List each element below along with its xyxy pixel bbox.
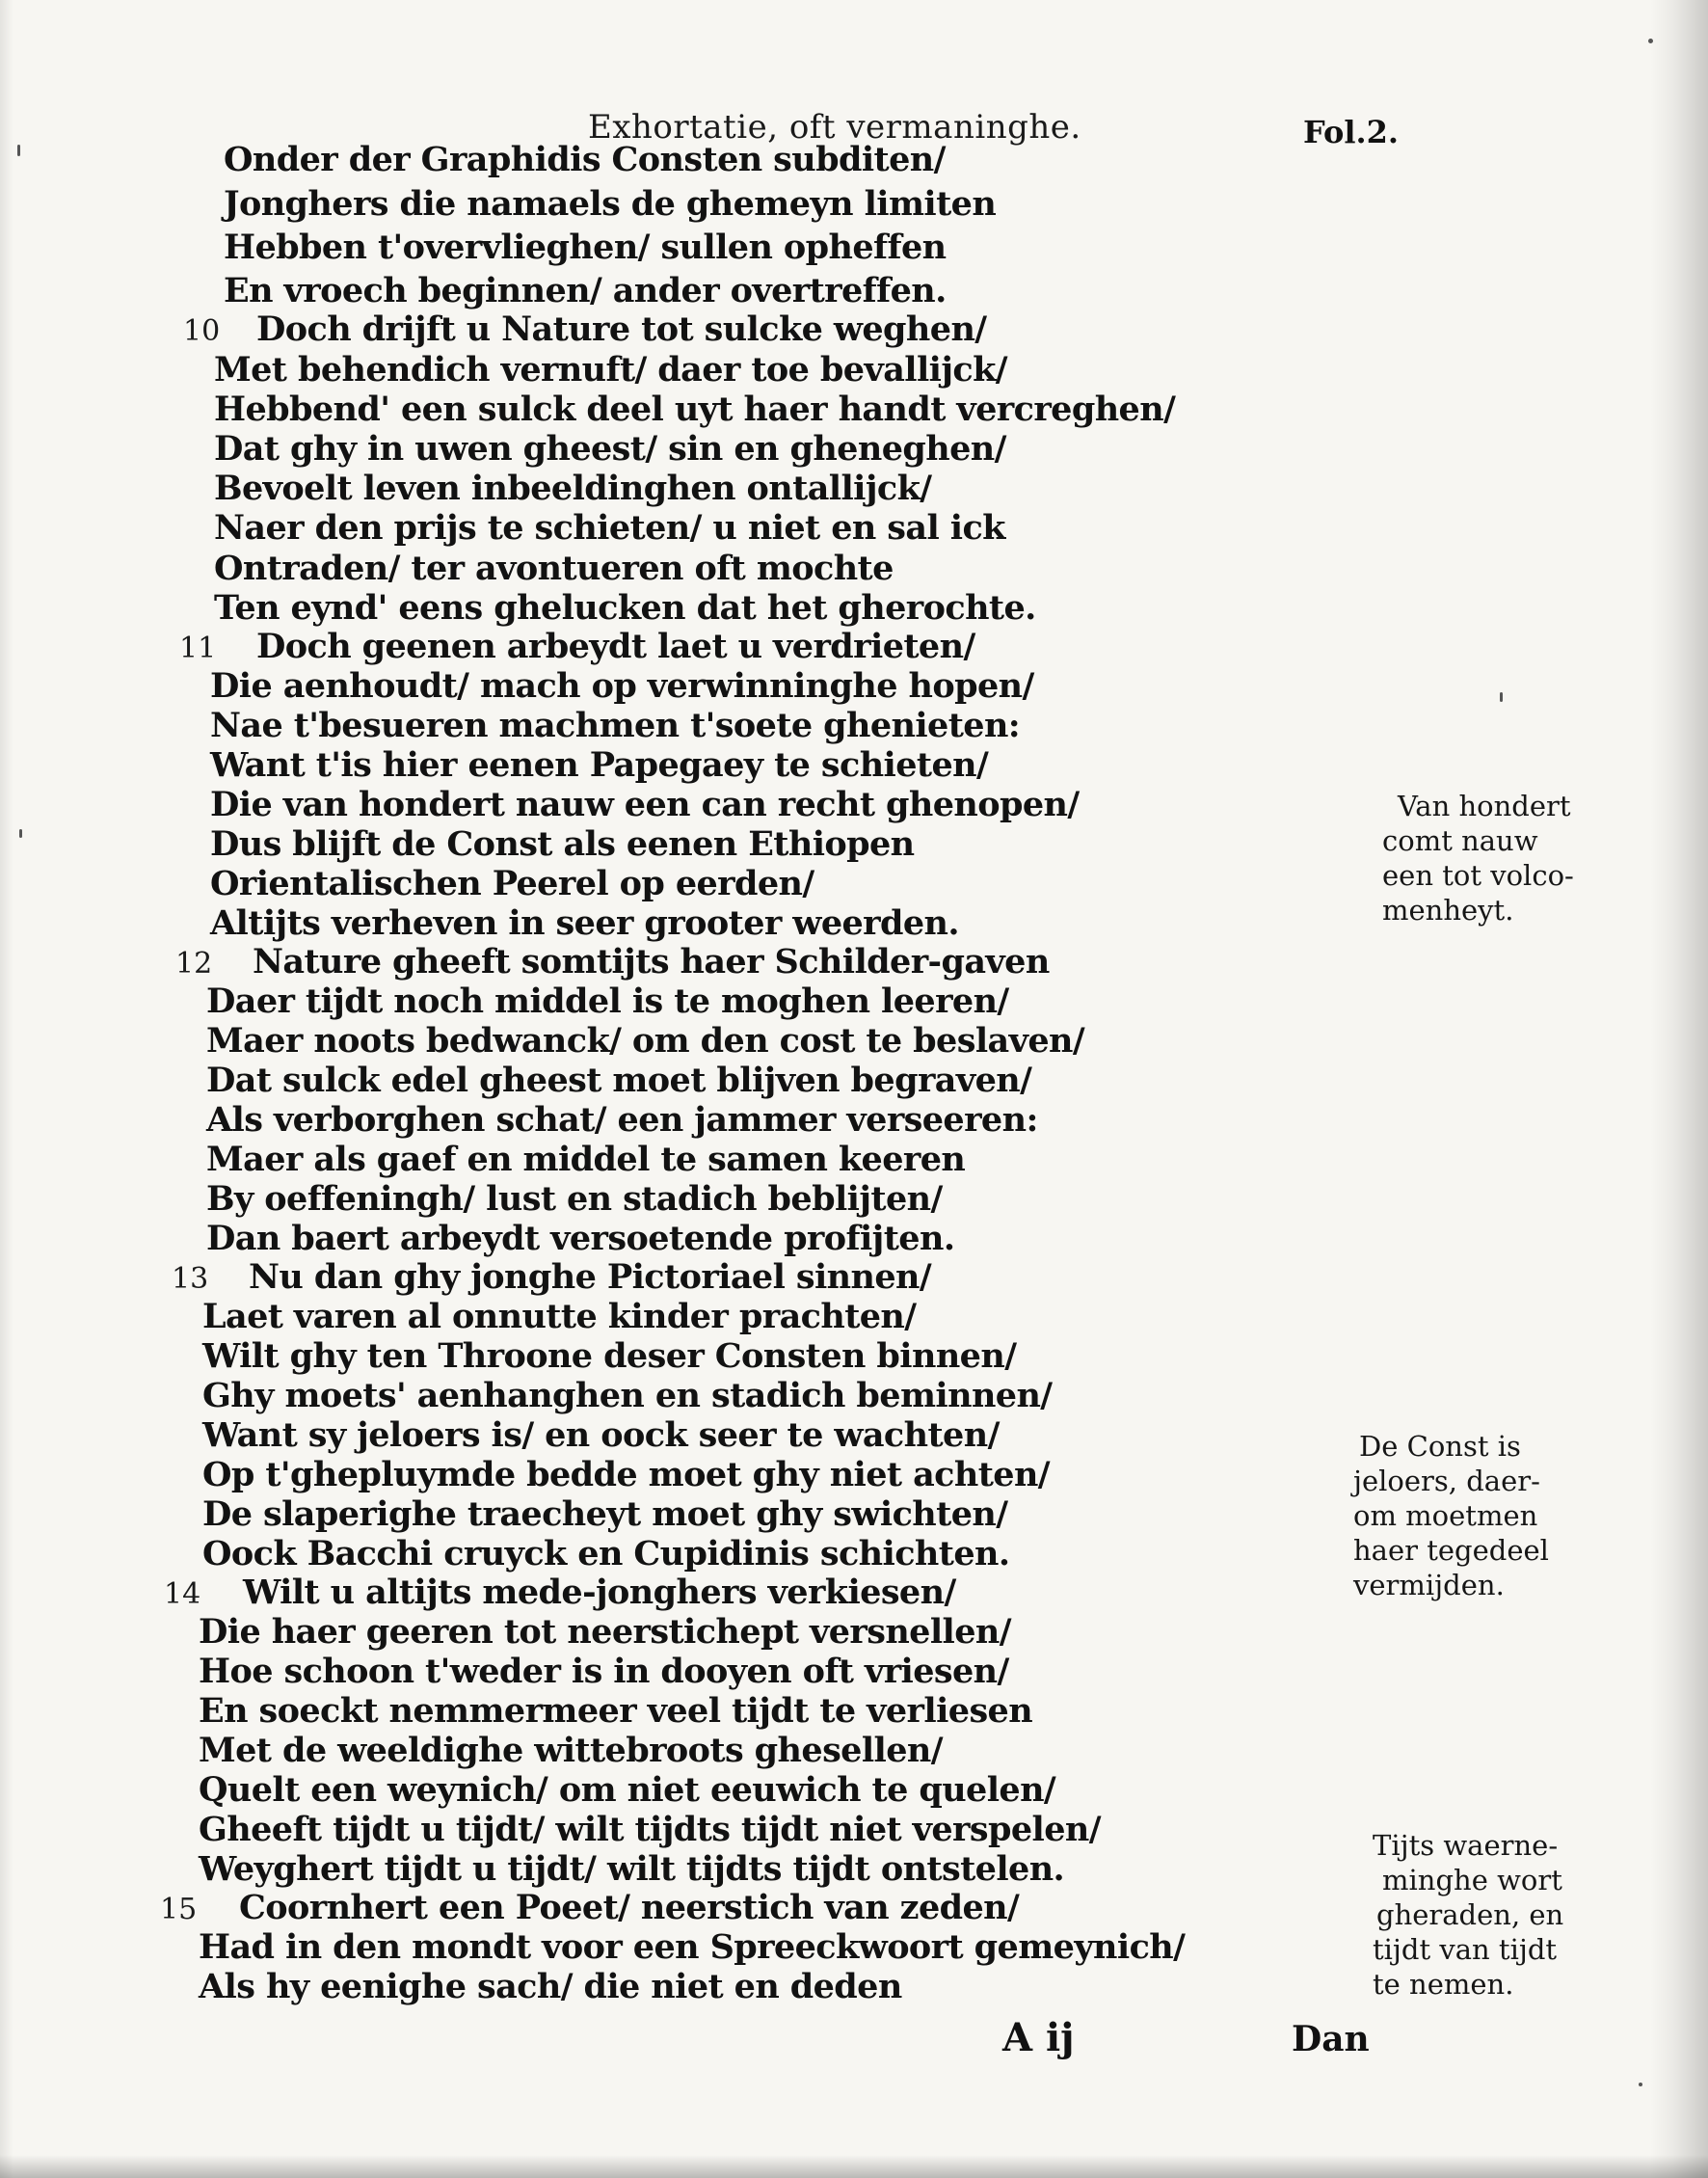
- verse-line: Want t'is hier eenen Papegaey te schieten/: [210, 745, 989, 785]
- verse-line: Laet varen al onnutte kinder prachten/: [202, 1297, 917, 1336]
- page-shadow-right: [1650, 0, 1708, 2178]
- verse-line: Dat ghy in uwen gheest/ sin en gheneghen/: [214, 429, 1006, 469]
- verse-line: Ontraden/ ter avontueren oft mochte: [214, 549, 894, 588]
- verse-line: Wilt u altijts mede-jonghers verkiesen/: [243, 1573, 956, 1612]
- verse-line: Want sy jeloers is/ en oock seer te wachten/: [202, 1415, 1000, 1455]
- verse-line: Nature gheeft somtijts haer Schilder-gaven: [253, 942, 1050, 981]
- marginal-note-line: vermijden.: [1353, 1569, 1505, 1601]
- marginal-note: [1353, 1429, 1549, 1602]
- marginal-note-line: De Const is: [1359, 1430, 1521, 1463]
- page-shadow-bottom: [0, 2155, 1708, 2178]
- verse-line: Bevoelt leven inbeeldinghen ontallijck/: [214, 469, 932, 508]
- verse-line: Doch drijft u Nature tot sulcke weghen/: [256, 309, 987, 349]
- folio-number: Fol.2.: [1303, 114, 1400, 150]
- verse-line: Nae t'besueren machmen t'soete ghenieten:: [210, 706, 1021, 745]
- verse-line: Altijts verheven in seer grooter weerden.: [210, 903, 959, 943]
- verse-line: Quelt een weynich/ om niet eeuwich te quelen/: [199, 1770, 1056, 1810]
- marginal-note-line: tijdt van tijdt: [1373, 1933, 1558, 1966]
- stanza-number: 10: [183, 314, 221, 348]
- verse-line: Coornhert een Poeet/ neerstich van zeden/: [239, 1888, 1020, 1927]
- verse-line: Hebbend' een sulck deel uyt haer handt vercreghen/: [214, 390, 1176, 429]
- page-shadow-left: [0, 0, 13, 2178]
- verse-line: Ghy moets' aenhanghen en stadich beminnen/: [202, 1376, 1053, 1415]
- marginal-note-line: gheraden, en: [1376, 1898, 1564, 1931]
- verse-line: Maer als gaef en middel te samen keeren: [206, 1140, 966, 1179]
- verse-line: Ten eynd' eens ghelucken dat het gherochte.: [214, 588, 1036, 628]
- verse-line: Met behendich vernuft/ daer toe bevallijck/: [214, 350, 1007, 390]
- verse-line: Orientalischen Peerel op eerden/: [210, 864, 814, 903]
- verse-line: Die aenhoudt/ mach op verwinninghe hopen/: [210, 666, 1034, 706]
- verse-line: Hoe schoon t'weder is in dooyen oft vriesen/: [199, 1652, 1009, 1691]
- marginal-note-line: jeloers, daer-: [1353, 1465, 1540, 1497]
- marginal-note-line: menheyt.: [1382, 894, 1514, 927]
- ink-speck: [1500, 692, 1503, 702]
- marginal-note-line: Van hondert: [1398, 790, 1571, 822]
- marginal-note-line: om moetmen: [1353, 1499, 1538, 1532]
- verse-line: Weyghert tijdt u tijdt/ wilt tijdts tijdt ontstelen.: [199, 1849, 1065, 1889]
- verse-line: Maer noots bedwanck/ om den cost te beslaven/: [206, 1021, 1085, 1061]
- verse-line: Op t'ghepluymde bedde moet ghy niet achten/: [202, 1455, 1050, 1494]
- verse-line: Dat sulck edel gheest moet blijven begraven/: [206, 1061, 1032, 1100]
- stanza-number: 11: [179, 632, 217, 665]
- ink-speck: [19, 829, 22, 838]
- verse-line: Die haer geeren tot neerstichept versnellen/: [199, 1612, 1011, 1652]
- verse-line: Onder der Graphidis Consten subditen/: [224, 140, 946, 179]
- verse-line: Oock Bacchi cruyck en Cupidinis schichten.: [202, 1534, 1010, 1573]
- verse-line: Hebben t'overvlieghen/ sullen opheffen: [224, 228, 947, 267]
- marginal-note-line: een tot volco-: [1382, 859, 1574, 892]
- verse-line: By oeffeningh/ lust en stadich beblijten/: [206, 1179, 943, 1219]
- verse-line: En vroech beginnen/ ander overtreffen.: [224, 271, 947, 310]
- marginal-note-line: haer tegedeel: [1353, 1534, 1549, 1567]
- stanza-number: 13: [172, 1262, 209, 1296]
- verse-line: Jonghers die namaels de ghemeyn limiten: [224, 184, 997, 224]
- ink-speck: [17, 145, 20, 156]
- verse-line: Die van hondert nauw een can recht ghenopen/: [210, 785, 1080, 824]
- verse-line: Gheeft tijdt u tijdt/ wilt tijdts tijdt niet verspelen/: [199, 1810, 1101, 1849]
- marginal-note-line: te nemen.: [1373, 1968, 1514, 2001]
- stanza-number: 15: [160, 1893, 198, 1926]
- verse-line: En soeckt nemmermeer veel tijdt te verliesen: [199, 1691, 1033, 1731]
- stanza-number: 14: [164, 1577, 201, 1611]
- signature-mark: A ij: [1002, 2015, 1075, 2060]
- verse-line: Nu dan ghy jonghe Pictoriael sinnen/: [249, 1257, 932, 1297]
- ink-speck: [1639, 2083, 1642, 2086]
- marginal-note-line: minghe wort: [1382, 1864, 1562, 1896]
- stanza-number: 12: [175, 947, 213, 981]
- marginal-note-line: Tijts waerne-: [1373, 1829, 1559, 1862]
- verse-line: Met de weeldighe wittebroots ghesellen/: [199, 1731, 943, 1770]
- ink-speck: [1648, 39, 1653, 43]
- verse-line: Doch geenen arbeydt laet u verdrieten/: [256, 627, 975, 666]
- verse-line: Dus blijft de Const als eenen Ethiopen: [210, 824, 915, 864]
- verse-line: Naer den prijs te schieten/ u niet en sal ick: [214, 508, 1005, 548]
- verse-line: Wilt ghy ten Throone deser Consten binnen/: [202, 1336, 1017, 1376]
- verse-line: Als verborghen schat/ een jammer verseeren:: [206, 1100, 1038, 1140]
- marginal-note: [1373, 1828, 1563, 2002]
- verse-line: Had in den mondt voor een Spreeckwoort gemeynich/: [199, 1927, 1186, 1967]
- verse-line: Dan baert arbeydt versoetende profijten.: [206, 1219, 955, 1258]
- verse-line: Als hy eenighe sach/ die niet en deden: [199, 1967, 902, 2006]
- verse-line: Daer tijdt noch middel is te moghen leeren/: [206, 981, 1009, 1021]
- verse-line: De slaperighe traecheyt moet ghy swichten/: [202, 1494, 1008, 1534]
- marginal-note-line: comt nauw: [1382, 824, 1538, 857]
- marginal-note: [1382, 789, 1574, 928]
- running-head: Exhortatie, oft vermaninghe.: [588, 108, 1081, 147]
- catchword: Dan: [1292, 2019, 1370, 2059]
